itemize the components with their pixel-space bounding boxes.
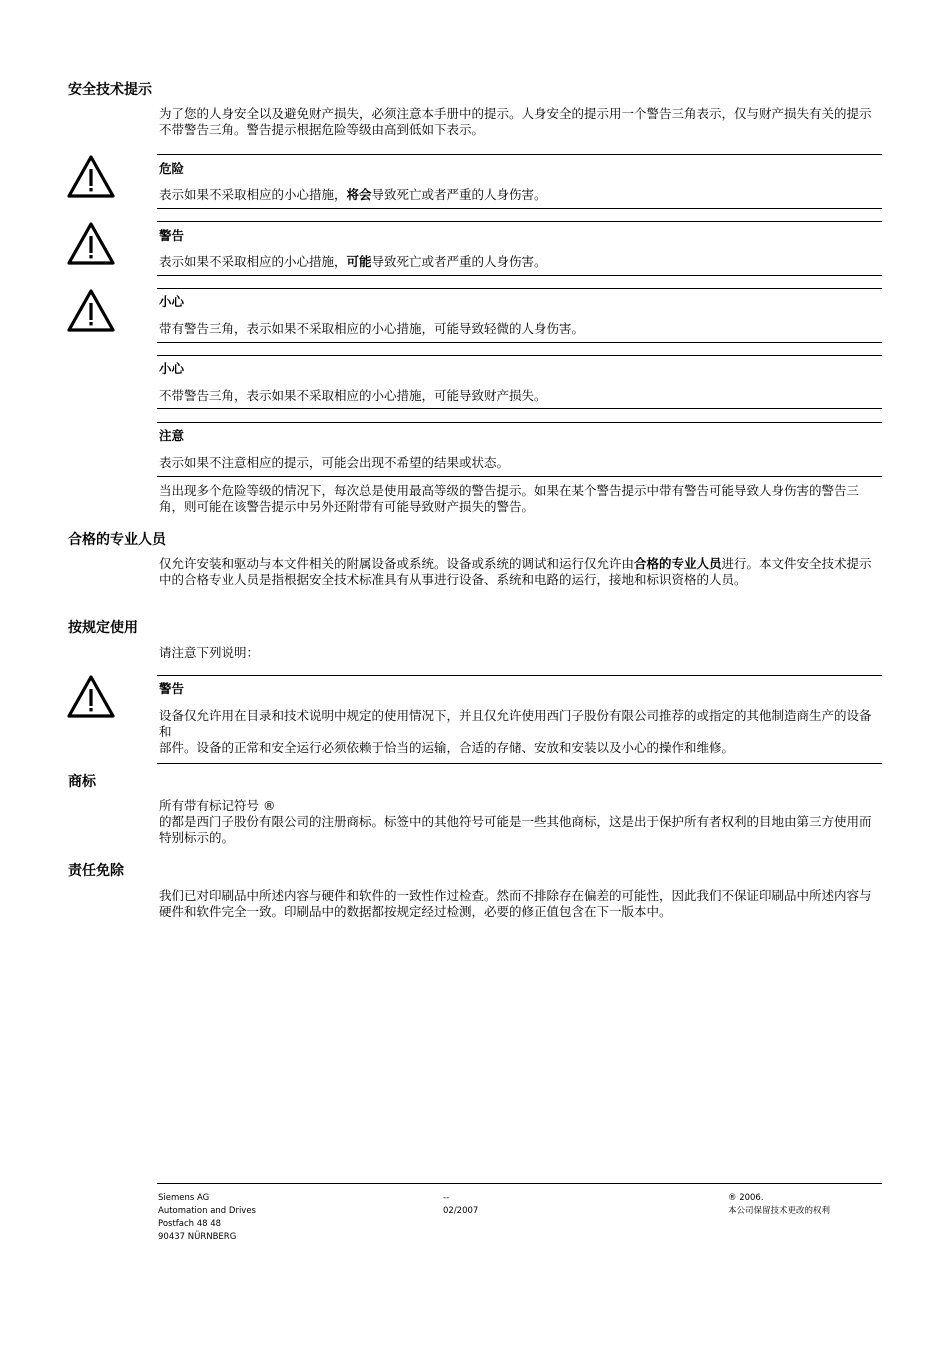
warning-text: 表示如果不采取相应的小心措施，可能导致死亡或者严重的人身伤害。 [159,254,547,269]
qualified-text: 仅允许安装和驱动与本文件相关的附属设备或系统。设备或系统的调试和运行仅允许由合格的专业人员进行。本文件安全技术提示中的合格专业人员是指根据安全技术标准具有从事进行设备、系统和电路的运行，接地和标识资格的人员。 [159,556,872,587]
warning-title: 警告 [159,228,185,243]
caution-title: 小心 [159,294,185,309]
divider [157,288,882,289]
footer-date: 02/2007 [443,1206,479,1216]
footer-company: Siemens AG [158,1193,210,1203]
footer-address [158,1192,256,1244]
caution-plain-text: 不带警告三角，表示如果不采取相应的小心措施，可能导致财产损失。 [159,388,547,403]
disclaimer-text: 我们已对印刷品中所述内容与硬件和软件的一致性作过检查。然而不排除存在偏差的可能性，因此我们不保证印刷品中所述内容与硬件和软件完全一致。印刷品中的数据都按规定经过检测，必要的修正值包含在下一版本中。 [159,888,872,919]
divider [157,154,882,155]
footer-copyright: ® 2006. [728,1193,764,1203]
divider [157,342,882,343]
notice-title: 注意 [159,428,185,443]
intended-use-warning-text: 设备仅允许用在目录和技术说明中规定的使用情况下，并且仅允许使用西门子股份有限公司推荐的或指定的其他制造商生产的设备和 部件。设备的正常和安全运行必须依赖于恰当的运输，合适的存储、安放和安装以及小心的操作和维修。 [159,708,872,755]
notice-text: 表示如果不注意相应的提示，可能会出现不希望的结果或状态。 [159,455,510,470]
divider [157,208,882,209]
footer-doc-info [443,1192,478,1218]
footer-divider [157,1183,882,1184]
warning-triangle-icon [66,221,116,267]
warning-triangle-icon [66,288,116,334]
footer-postfach: Postfach 48 48 [158,1219,222,1229]
warning-triangle-icon [66,154,116,200]
divider [157,422,882,423]
divider [157,355,882,356]
qualified-heading: 合格的专业人员 [68,532,166,548]
footer-city: 90437 NÜRNBERG [158,1232,237,1242]
intended-use-heading: 按规定使用 [68,620,138,636]
trademarks-text: 所有带有标记符号 ® 的都是西门子股份有限公司的注册商标。标签中的其他符号可能是一些其他商标，这是出于保护所有者权利的目地由第三方使用而特别标示的。 [159,798,872,845]
danger-title: 危险 [159,161,185,176]
divider [157,763,882,764]
footer-doc-id: -- [443,1193,450,1203]
trademarks-heading: 商标 [68,774,96,790]
danger-text: 表示如果不采取相应的小心措施，将会导致死亡或者严重的人身伤害。 [159,187,547,202]
multiple-levels-text: 当出现多个危险等级的情况下，每次总是使用最高等级的警告提示。如果在某个警告提示中带有警告可能导致人身伤害的警告三角，则可能在该警告提示中另外还附带有可能导致财产损失的警告。 [159,483,860,514]
footer-division: Automation and Drives [158,1206,256,1216]
footer-copyright-block [728,1192,830,1218]
safety-intro: 为了您的人身安全以及避免财产损失，必须注意本手册中的提示。人身安全的提示用一个警告三角表示，仅与财产损失有关的提示不带警告三角。警告提示根据危险等级由高到低如下表示。 [159,106,872,137]
safety-heading: 安全技术提示 [68,82,152,98]
divider [157,408,882,409]
disclaimer-heading: 责任免除 [68,863,124,879]
intended-use-warning-title: 警告 [159,681,185,696]
divider [157,476,882,477]
footer-rights: 本公司保留技术更改的权利 [728,1206,831,1216]
divider [157,275,882,276]
intended-use-intro: 请注意下列说明： [159,645,260,660]
divider [157,675,882,676]
caution-plain-title: 小心 [159,361,185,376]
caution-text: 带有警告三角，表示如果不采取相应的小心措施，可能导致轻微的人身伤害。 [159,321,585,336]
divider [157,221,882,222]
warning-triangle-icon [66,674,116,720]
